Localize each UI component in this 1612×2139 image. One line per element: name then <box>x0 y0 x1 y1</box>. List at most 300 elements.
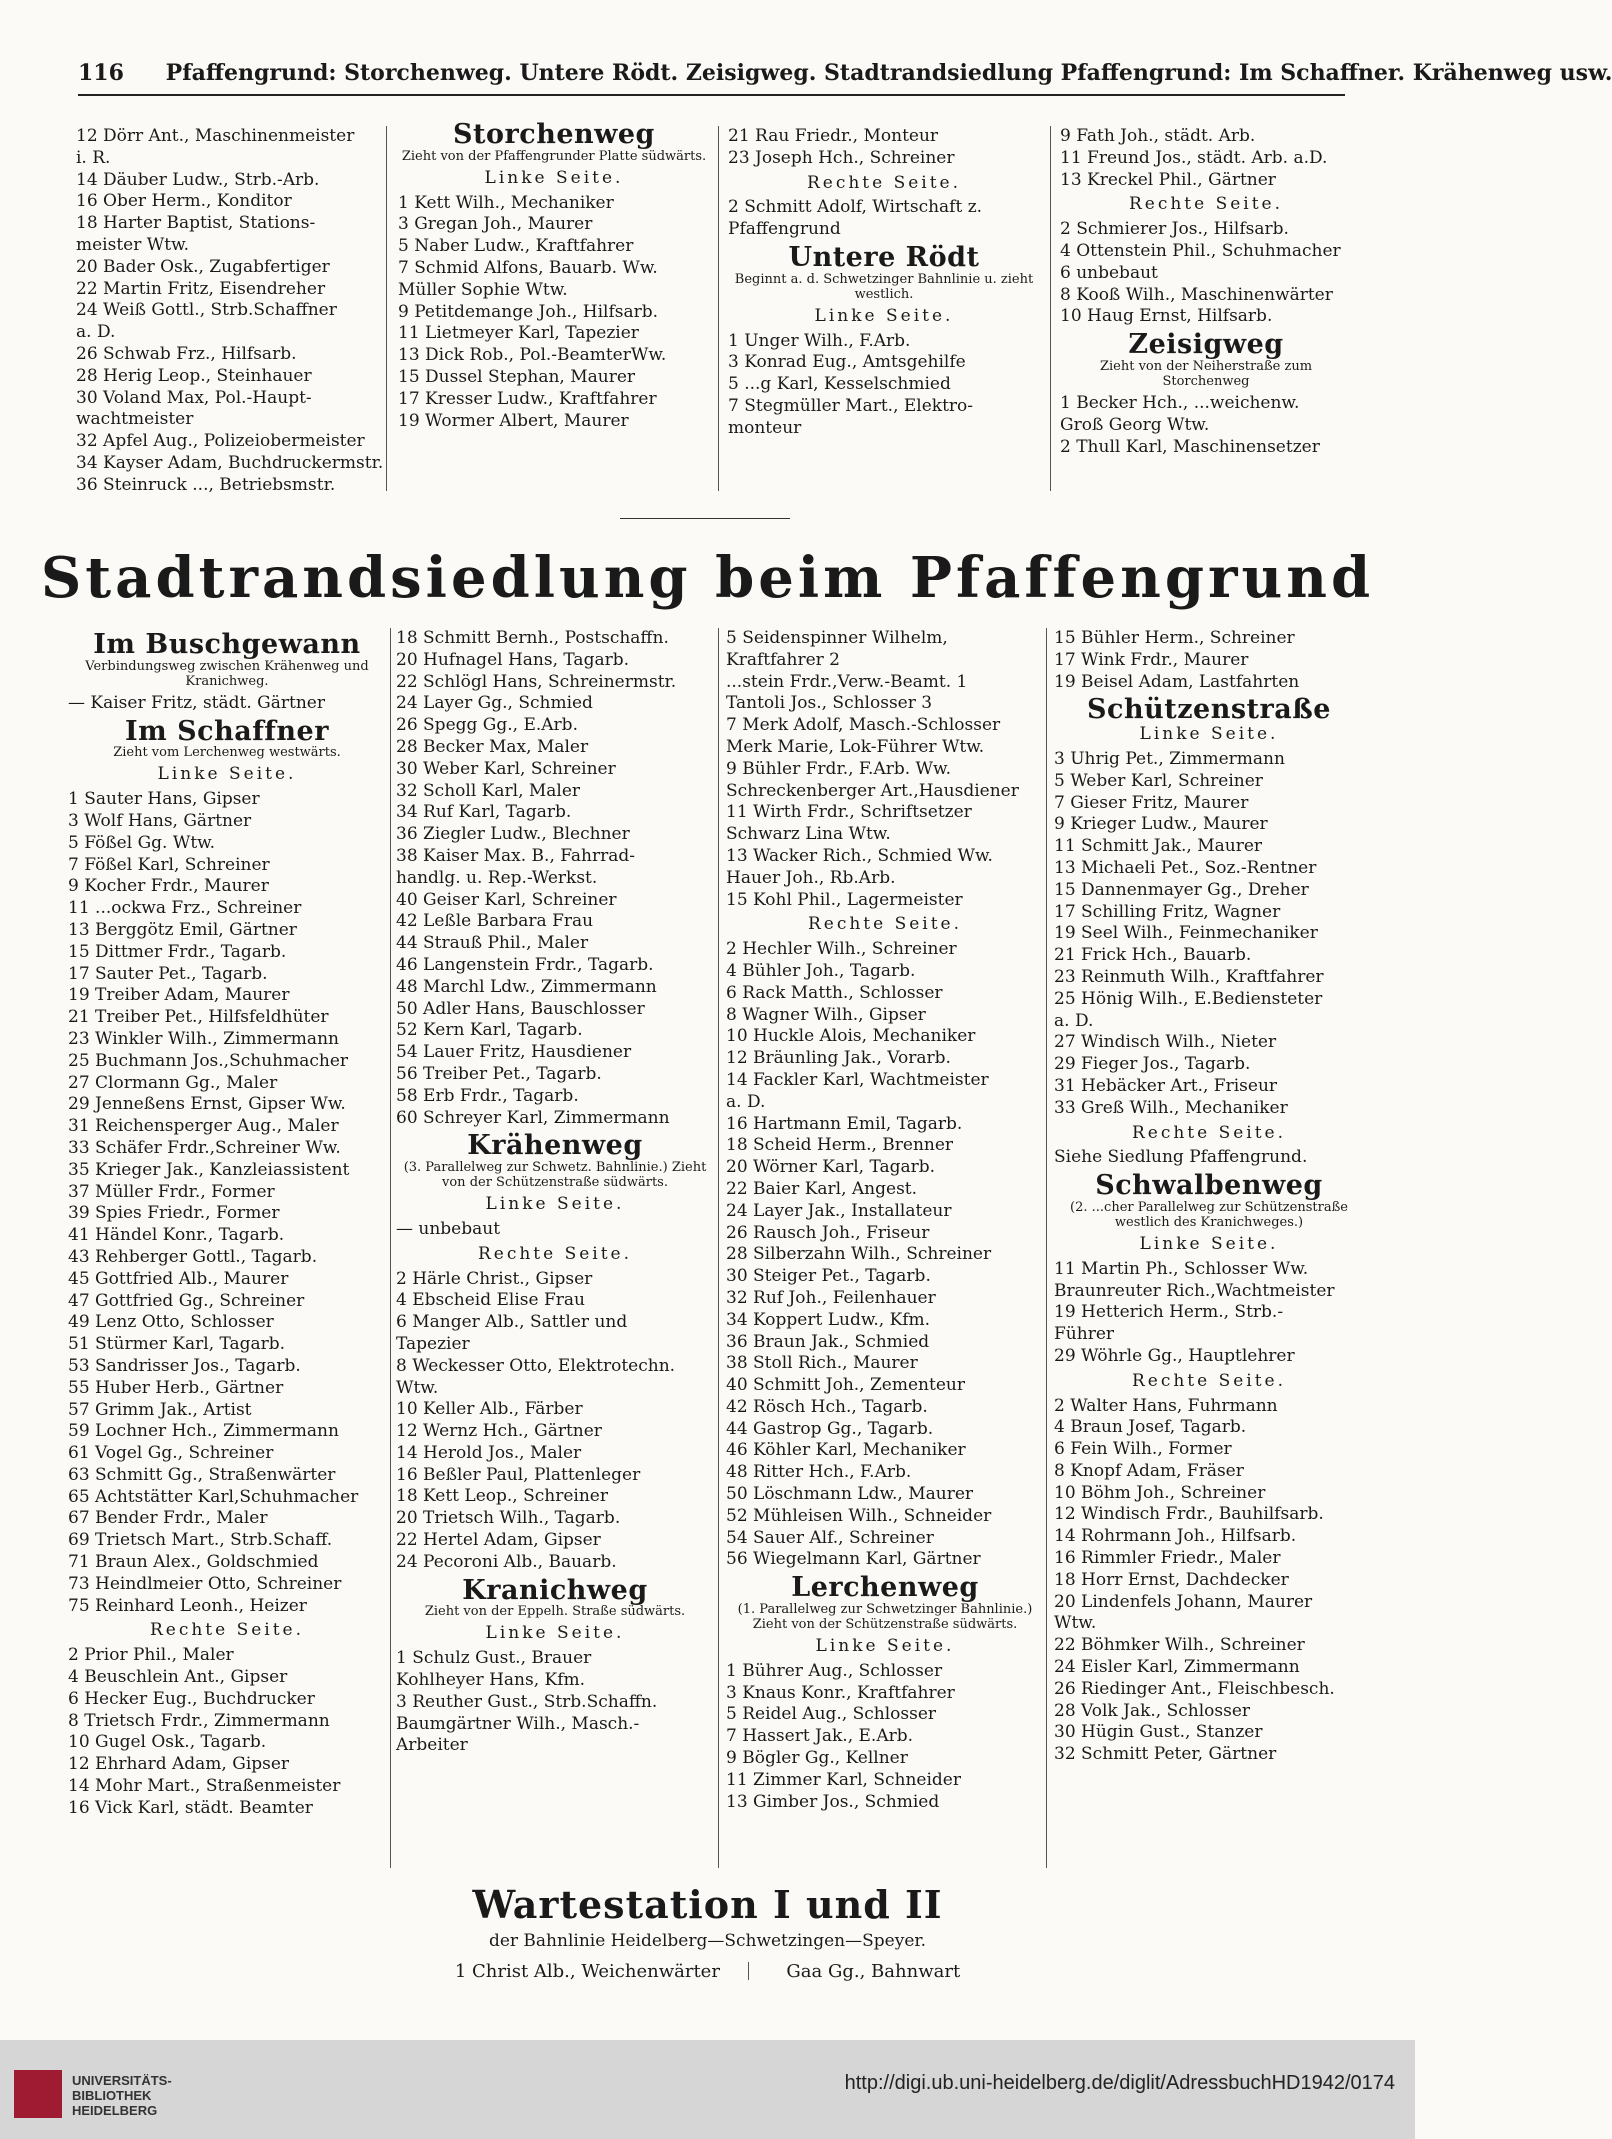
list-entry: 28 Silberzahn Wilh., Schreiner <box>726 1244 992 1265</box>
list-entry: 10 Haug Ernst, Hilfsarb. <box>1060 306 1273 327</box>
bottom-column-3 <box>726 628 1044 1813</box>
entry-list <box>68 789 386 1617</box>
list-entry: a. D. <box>1054 1010 1094 1031</box>
list-entry: 22 Schlögl Hans, Schreinermstr. <box>396 671 677 692</box>
list-entry: 67 Bender Frdr., Maler <box>68 1508 268 1529</box>
list-entry: 16 Ober Herm., Konditor <box>76 191 292 212</box>
list-entry: 5 ...g Karl, Kesselschmied <box>728 374 951 395</box>
list-entry: 27 Clormann Gg., Maler <box>68 1072 278 1093</box>
list-entry: 7 Hassert Jak., E.Arb. <box>726 1726 914 1747</box>
list-entry: Wtw. <box>396 1377 439 1398</box>
street-description: (1. Parallelweg zur Schwetzinger Bahnlinie.) Zieht von der Schützenstraße südwärts. <box>737 1602 1033 1633</box>
street-description: Zieht von der Neiherstraße zum Storchenweg <box>1099 358 1313 389</box>
list-entry: 58 Erb Frdr., Tagarb. <box>396 1085 579 1106</box>
side-label: Linke Seite. <box>484 167 624 188</box>
list-entry: 61 Vogel Gg., Schreiner <box>68 1443 274 1464</box>
list-entry: 4 Ebscheid Elise Frau <box>396 1290 585 1311</box>
top-column-4 <box>1060 126 1352 458</box>
list-entry: 3 Reuther Gust., Strb.Schaffn. <box>396 1691 658 1712</box>
side-label: Linke Seite. <box>485 1623 625 1644</box>
list-entry: 19 Seel Wilh., Feinmechaniker <box>1054 923 1318 944</box>
column-rule <box>1050 126 1051 491</box>
list-entry: 57 Grimm Jak., Artist <box>68 1399 252 1420</box>
list-entry: 52 Kern Karl, Tagarb. <box>396 1020 583 1041</box>
list-entry: 6 unbebaut <box>1060 262 1158 283</box>
list-entry: 28 Herig Leop., Steinhauer <box>76 365 312 386</box>
street-heading-storchenweg: Storchenweg <box>453 119 655 150</box>
street-heading-schwalbenweg: Schwalbenweg <box>1095 1170 1323 1202</box>
column-rule <box>718 126 719 491</box>
list-entry: 39 Spies Friedr., Former <box>68 1203 280 1224</box>
list-entry: 3 Uhrig Pet., Zimmermann <box>1054 748 1285 769</box>
list-entry: 25 Buchmann Jos.,Schuhmacher <box>68 1050 349 1071</box>
list-entry: Kohlheyer Hans, Kfm. <box>396 1670 586 1691</box>
column-rule <box>1046 628 1047 1868</box>
list-entry: Pfaffengrund <box>728 219 841 240</box>
list-entry: 18 Kett Leop., Schreiner <box>396 1486 608 1507</box>
street-description: Verbindungsweg zwischen Krähenweg und Kranichweg. <box>85 658 369 689</box>
list-entry: 22 Baier Karl, Angest. <box>726 1178 918 1199</box>
list-entry: 21 Rau Friedr., Monteur <box>728 126 939 146</box>
list-entry: 65 Achtstätter Karl,Schuhmacher <box>68 1486 359 1507</box>
entry-list <box>396 1269 714 1574</box>
list-entry: Schreckenberger Art.,Hausdiener <box>726 780 1019 801</box>
list-entry: 41 Händel Konr., Tagarb. <box>68 1225 285 1246</box>
list-entry: 1 Becker Hch., ...weichenw. <box>1060 392 1300 413</box>
list-entry: 32 Apfel Aug., Polizeiobermeister <box>76 431 365 452</box>
list-entry: 18 Scheid Herm., Brenner <box>726 1135 954 1156</box>
list-entry: 31 Hebäcker Art., Friseur <box>1054 1075 1278 1096</box>
list-entry: 60 Schreyer Karl, Zimmermann <box>396 1107 670 1128</box>
street-description: (3. Parallelweg zur Schwetz. Bahnlinie.) Zieht von der Schützenstraße südwärts. <box>403 1160 707 1191</box>
list-entry: 25 Hönig Wilh., E.Bediensteter <box>1054 988 1323 1009</box>
list-entry: 22 Hertel Adam, Gipser <box>396 1530 601 1551</box>
list-entry: 71 Braun Alex., Goldschmied <box>68 1552 319 1573</box>
list-entry: 1 Kett Wilh., Mechaniker <box>398 192 614 213</box>
list-entry: 38 Stoll Rich., Maurer <box>726 1353 918 1374</box>
list-entry: 11 Wirth Frdr., Schriftsetzer <box>726 802 972 823</box>
list-entry: 30 Voland Max, Pol.-Haupt- <box>76 387 312 408</box>
list-entry: 6 Fein Wilh., Former <box>1054 1439 1232 1460</box>
list-entry: 40 Geiser Karl, Schreiner <box>396 889 617 910</box>
bottom-column-2 <box>396 628 714 1757</box>
entry-list <box>1060 126 1352 191</box>
list-entry: 19 Wormer Albert, Maurer <box>398 410 629 431</box>
list-entry: 11 Freund Jos., städt. Arb. a.D. <box>1060 147 1328 168</box>
entry-list <box>1054 1259 1364 1368</box>
list-entry: 20 Wörner Karl, Tagarb. <box>726 1157 936 1178</box>
list-entry: 48 Marchl Ldw., Zimmermann <box>396 976 657 997</box>
list-entry: 34 Kayser Adam, Buchdruckermstr. <box>76 452 384 473</box>
side-label: Rechte Seite. <box>1128 194 1284 215</box>
list-entry: 17 Sauter Pet., Tagarb. <box>68 963 268 984</box>
entry-list <box>728 197 1040 241</box>
list-entry: 36 Ziegler Ludw., Blechner <box>396 824 630 845</box>
list-entry: Merk Marie, Lok-Führer Wtw. <box>726 736 985 757</box>
list-entry: 28 Becker Max, Maler <box>396 736 589 757</box>
list-entry: 10 Gugel Osk., Tagarb. <box>68 1732 267 1753</box>
list-entry: 42 Leßle Barbara Frau <box>396 911 594 932</box>
list-entry: 17 Wink Frdr., Maurer <box>1054 649 1249 670</box>
list-entry: 44 Strauß Phil., Maler <box>396 933 589 954</box>
list-entry: 30 Weber Karl, Schreiner <box>396 758 616 779</box>
list-entry: — unbebaut <box>396 1218 501 1239</box>
side-label: Linke Seite. <box>1139 1233 1279 1254</box>
list-entry: 11 Lietmeyer Karl, Tapezier <box>398 323 639 344</box>
list-entry: 3 Gregan Joh., Maurer <box>398 214 593 235</box>
list-entry: 13 Dick Rob., Pol.-BeamterWw. <box>398 345 667 366</box>
list-entry: 26 Schwab Frz., Hilfsarb. <box>76 343 297 364</box>
list-entry: 73 Heindlmeier Otto, Schreiner <box>68 1573 342 1594</box>
list-entry: 15 Dussel Stephan, Maurer <box>398 366 636 387</box>
list-entry: 16 Hartmann Emil, Tagarb. <box>726 1113 963 1134</box>
list-entry: 30 Hügin Gust., Stanzer <box>1054 1722 1263 1743</box>
side-label: Linke Seite. <box>157 764 297 785</box>
list-entry: 29 Wöhrle Gg., Hauptlehrer <box>1054 1345 1295 1366</box>
list-entry: 19 Treiber Adam, Maurer <box>68 985 290 1006</box>
list-entry: 24 Weiß Gottl., Strb.Schaffner <box>76 300 337 321</box>
list-entry: 27 Windisch Wilh., Nieter <box>1054 1032 1277 1053</box>
list-entry: Müller Sophie Wtw. <box>398 279 568 300</box>
list-entry: 17 Kresser Ludw., Kraftfahrer <box>398 388 657 409</box>
list-entry: 11 Martin Ph., Schlosser Ww. <box>1054 1258 1309 1279</box>
list-entry: 30 Steiger Pet., Tagarb. <box>726 1266 931 1287</box>
entry-list <box>396 1219 714 1241</box>
entry-list <box>728 126 1040 170</box>
top-column-1 <box>76 126 384 497</box>
list-entry: 8 Knopf Adam, Fräser <box>1054 1460 1244 1481</box>
page-number: 116 <box>78 60 124 86</box>
list-entry: 9 Bühler Frdr., F.Arb. Ww. <box>726 758 951 779</box>
list-entry: 10 Huckle Alois, Mechaniker <box>726 1026 976 1047</box>
list-entry: 33 Greß Wilh., Mechaniker <box>1054 1097 1288 1118</box>
list-entry: 38 Kaiser Max. B., Fahrrad- <box>396 845 636 866</box>
list-entry: Braunreuter Rich.,Wachtmeister <box>1054 1280 1335 1301</box>
street-heading-lerchenweg: Lerchenweg <box>791 1572 979 1604</box>
list-entry: 16 Rimmler Friedr., Maler <box>1054 1548 1281 1569</box>
list-entry: 11 Schmitt Jak., Maurer <box>1054 836 1263 857</box>
list-entry: 9 Krieger Ludw., Maurer <box>1054 814 1268 835</box>
list-entry: ...stein Frdr.,Verw.-Beamt. 1 <box>726 671 968 692</box>
list-entry: 53 Sandrisser Jos., Tagarb. <box>68 1355 301 1376</box>
list-entry: 13 Michaeli Pet., Soz.-Rentner <box>1054 857 1317 878</box>
list-entry: 9 Kocher Frdr., Maurer <box>68 876 269 897</box>
library-name: UNIVERSITÄTS- BIBLIOTHEK HEIDELBERG <box>72 2073 172 2118</box>
entry-list <box>726 939 1044 1571</box>
bottom-column-1 <box>68 628 386 1820</box>
list-entry: 17 Schilling Fritz, Wagner <box>1054 901 1281 922</box>
list-entry: 48 Ritter Hch., F.Arb. <box>726 1462 912 1483</box>
list-entry: 32 Ruf Joh., Feilenhauer <box>726 1287 936 1308</box>
entry-list <box>1054 628 1364 693</box>
wartestation-title: Wartestation I und II <box>472 1882 943 1927</box>
entry-list <box>1054 1147 1364 1169</box>
entry-list <box>68 693 386 715</box>
permalink-url[interactable]: http://digi.ub.uni-heidelberg.de/diglit/AdressbuchHD1942/0174 <box>844 2072 1395 2094</box>
list-entry: 24 Layer Jak., Installateur <box>726 1200 952 1221</box>
list-entry: 56 Wiegelmann Karl, Gärtner <box>726 1549 981 1570</box>
list-entry: 5 Weber Karl, Schreiner <box>1054 770 1263 791</box>
list-entry: 9 Bögler Gg., Kellner <box>726 1748 908 1769</box>
entry-list <box>1054 749 1364 1120</box>
list-entry: 13 Berggötz Emil, Gärtner <box>68 919 297 940</box>
list-entry: a. D. <box>76 322 116 343</box>
list-entry: 14 Fackler Karl, Wachtmeister <box>726 1069 989 1090</box>
list-entry: 23 Joseph Hch., Schreiner <box>728 147 955 168</box>
list-entry: 44 Gastrop Gg., Tagarb. <box>726 1418 934 1439</box>
list-entry: 8 Weckesser Otto, Elektrotechn. <box>396 1355 676 1376</box>
list-entry: 35 Krieger Jak., Kanzleiassistent <box>68 1159 350 1180</box>
list-entry: 40 Schmitt Joh., Zementeur <box>726 1375 965 1396</box>
list-entry: 34 Koppert Ludw., Kfm. <box>726 1309 931 1330</box>
side-label: Linke Seite. <box>815 1636 955 1657</box>
list-entry: 12 Bräunling Jak., Vorarb. <box>726 1048 951 1069</box>
street-heading-im-schaffner: Im Schaffner <box>125 715 329 747</box>
list-entry: 12 Windisch Frdr., Bauhilfsarb. <box>1054 1504 1324 1525</box>
list-entry: 23 Winkler Wilh., Zimmermann <box>68 1028 339 1049</box>
list-entry: Baumgärtner Wilh., Masch.- <box>396 1713 640 1734</box>
list-entry: 3 Knaus Konr., Kraftfahrer <box>726 1682 955 1703</box>
list-entry: 7 Merk Adolf, Masch.-Schlosser <box>726 715 1001 736</box>
list-entry: 10 Keller Alb., Färber <box>396 1399 583 1420</box>
street-description: Zieht vom Lerchenweg westwärts. <box>113 745 341 761</box>
entry-list <box>398 193 710 433</box>
entry-list <box>396 628 714 1129</box>
column-rule <box>386 126 387 491</box>
list-entry: 26 Spegg Gg., E.Arb. <box>396 715 578 736</box>
list-entry: 21 Frick Hch., Bauarb. <box>1054 945 1252 966</box>
list-entry: 5 Reidel Aug., Schlosser <box>726 1704 937 1725</box>
list-entry: 13 Gimber Jos., Schmied <box>726 1791 940 1812</box>
side-label: Rechte Seite. <box>1131 1370 1287 1391</box>
list-entry: 43 Rehberger Gottl., Tagarb. <box>68 1246 318 1267</box>
entry-list <box>728 331 1040 440</box>
header-title: Pfaffengrund: Storchenweg. Untere Rödt. Zeisigweg. Stadtrandsiedlung Pfaffengrund: Im Schaffner. Krähenweg usw. <box>165 60 1612 86</box>
list-entry: 11 ...ockwa Frz., Schreiner <box>68 898 302 919</box>
list-entry: Siehe Siedlung Pfaffengrund. <box>1054 1147 1308 1168</box>
list-entry: meister Wtw. <box>76 234 190 255</box>
list-entry: 14 Mohr Mart., Straßenmeister <box>68 1776 341 1797</box>
list-entry: Schwarz Lina Wtw. <box>726 824 891 845</box>
street-description: (2. ...cher Parallelweg zur Schützenstraße westlich des Kranichweges.) <box>1070 1199 1348 1230</box>
list-entry: 4 Braun Josef, Tagarb. <box>1054 1417 1247 1438</box>
list-entry: 14 Däuber Ludw., Strb.-Arb. <box>76 169 320 190</box>
street-heading-zeisigweg: Zeisigweg <box>1128 329 1284 361</box>
side-label: Rechte Seite. <box>807 914 963 935</box>
list-entry: 22 Martin Fritz, Eisendreher <box>76 278 326 299</box>
street-description: Zieht von der Eppelh. Straße südwärts. <box>424 1604 686 1620</box>
section-separator <box>620 518 790 519</box>
list-entry: 54 Lauer Fritz, Hausdiener <box>396 1042 632 1063</box>
top-column-2 <box>398 118 710 432</box>
list-entry: 47 Gottfried Gg., Schreiner <box>68 1290 305 1311</box>
list-entry: 20 Hufnagel Hans, Tagarb. <box>396 649 629 670</box>
list-entry: 36 Steinruck ..., Betriebsmstr. <box>76 474 336 495</box>
list-entry: 52 Mühleisen Wilh., Schneider <box>726 1505 992 1526</box>
list-entry: 46 Köhler Karl, Mechaniker <box>726 1440 966 1461</box>
list-entry: 29 Jenneßens Ernst, Gipser Ww. <box>68 1094 346 1115</box>
list-entry: 1 Christ Alb., Weichenwärter <box>454 1961 720 1982</box>
list-entry: 15 Dannenmayer Gg., Dreher <box>1054 879 1309 900</box>
list-entry: 1 Sauter Hans, Gipser <box>68 789 260 810</box>
list-entry: 32 Schmitt Peter, Gärtner <box>1054 1744 1277 1765</box>
list-entry: a. D. <box>726 1091 766 1112</box>
list-entry: 69 Trietsch Mart., Strb.Schaff. <box>68 1530 333 1551</box>
list-entry: handlg. u. Rep.-Werkst. <box>396 867 598 888</box>
wartestation-subtitle: der Bahnlinie Heidelberg—Schwetzingen—Speyer. <box>488 1931 927 1951</box>
list-entry: 8 Kooß Wilh., Maschinenwärter <box>1060 284 1333 305</box>
list-entry: 15 Kohl Phil., Lagermeister <box>726 889 963 910</box>
list-entry: 19 Hetterich Herm., Strb.- <box>1054 1302 1284 1323</box>
list-entry: 50 Löschmann Ldw., Maurer <box>726 1484 974 1505</box>
list-entry: 19 Beisel Adam, Lastfahrten <box>1054 671 1300 692</box>
list-entry: 33 Schäfer Frdr.,Schreiner Ww. <box>68 1137 341 1158</box>
wartestation-entries <box>0 1961 1415 1982</box>
column-rule <box>718 628 719 1868</box>
street-description: Beginnt a. d. Schwetzinger Bahnlinie u. zieht westlich. <box>734 271 1034 302</box>
list-entry: 32 Scholl Karl, Maler <box>396 780 581 801</box>
list-entry: 2 Hechler Wilh., Schreiner <box>726 939 957 960</box>
list-entry: 20 Trietsch Wilh., Tagarb. <box>396 1508 621 1529</box>
list-entry: 7 Stegmüller Mart., Elektro- <box>728 395 974 416</box>
list-entry: 24 Pecoroni Alb., Bauarb. <box>396 1551 617 1572</box>
side-label: Rechte Seite. <box>149 1620 305 1641</box>
top-column-3 <box>728 126 1040 440</box>
list-entry: 6 Hecker Eug., Buchdrucker <box>68 1688 315 1709</box>
list-entry: Arbeiter <box>396 1735 468 1756</box>
list-entry: 10 Böhm Joh., Schreiner <box>1054 1482 1266 1503</box>
list-entry: 7 Fößel Karl, Schreiner <box>68 854 270 875</box>
viewer-footer <box>0 2040 1415 2139</box>
entry-list <box>68 1645 386 1819</box>
list-entry: 1 Bührer Aug., Schlosser <box>726 1660 943 1681</box>
page-header <box>78 60 1612 96</box>
list-entry: 20 Lindenfels Johann, Maurer <box>1054 1591 1313 1612</box>
column-rule <box>390 628 391 1868</box>
list-entry: 22 Böhmker Wilh., Schreiner <box>1054 1635 1305 1656</box>
list-entry: 29 Fieger Jos., Tagarb. <box>1054 1054 1251 1075</box>
list-entry: 6 Rack Matth., Schlosser <box>726 982 943 1003</box>
list-entry: Führer <box>1054 1324 1115 1345</box>
list-entry: 9 Fath Joh., städt. Arb. <box>1060 126 1256 146</box>
list-entry: 6 Manger Alb., Sattler und <box>396 1312 628 1333</box>
wartestation-section <box>0 1882 1415 1982</box>
list-entry: 49 Lenz Otto, Schlosser <box>68 1312 274 1333</box>
entry-list <box>1054 1396 1364 1767</box>
list-entry: 75 Reinhard Leonh., Heizer <box>68 1595 307 1616</box>
list-entry: 1 Schulz Gust., Brauer <box>396 1648 592 1669</box>
list-entry: 1 Unger Wilh., F.Arb. <box>728 330 911 351</box>
list-entry: 56 Treiber Pet., Tagarb. <box>396 1063 602 1084</box>
list-entry: 18 Harter Baptist, Stations- <box>76 213 316 234</box>
university-logo-icon <box>14 2070 62 2118</box>
main-section-title: Stadtrandsiedlung beim Pfaffengrund <box>40 545 1375 611</box>
street-heading-untere-roedt: Untere Rödt <box>788 241 980 273</box>
list-entry: 63 Schmitt Gg., Straßenwärter <box>68 1464 336 1485</box>
list-entry: 51 Stürmer Karl, Tagarb. <box>68 1334 286 1355</box>
list-entry: 46 Langenstein Frdr., Tagarb. <box>396 954 654 975</box>
list-entry: 15 Dittmer Frdr., Tagarb. <box>68 941 287 962</box>
street-heading-schuetzenstrasse: Schützenstraße <box>1087 694 1331 726</box>
list-entry: 5 Seidenspinner Wilhelm, <box>726 628 948 648</box>
list-entry: 24 Eisler Karl, Zimmermann <box>1054 1657 1300 1678</box>
list-entry: 21 Treiber Pet., Hilfsfeldhüter <box>68 1007 329 1028</box>
list-entry: 12 Ehrhard Adam, Gipser <box>68 1754 290 1775</box>
list-entry: 34 Ruf Karl, Tagarb. <box>396 802 572 823</box>
street-heading-im-buschgewann: Im Buschgewann <box>93 629 361 660</box>
list-entry: 14 Herold Jos., Maler <box>396 1442 582 1463</box>
list-entry: 3 Wolf Hans, Gärtner <box>68 810 252 831</box>
entry-list <box>396 1648 714 1757</box>
list-entry: 7 Schmid Alfons, Bauarb. Ww. <box>398 257 658 278</box>
list-entry: 12 Dörr Ant., Maschinenmeister <box>76 126 355 146</box>
list-entry: 9 Petitdemange Joh., Hilfsarb. <box>398 301 659 322</box>
list-entry: 11 Zimmer Karl, Schneider <box>726 1769 961 1790</box>
list-entry: 3 Konrad Eug., Amtsgehilfe <box>728 352 966 373</box>
bottom-column-4 <box>1054 628 1364 1766</box>
list-entry: monteur <box>728 417 802 438</box>
list-entry: 2 Schmitt Adolf, Wirtschaft z. <box>728 197 983 218</box>
list-entry: Tantoli Jos., Schlosser 3 <box>726 693 933 714</box>
entry-list <box>1060 393 1352 458</box>
list-entry: 16 Beßler Paul, Plattenleger <box>396 1464 641 1485</box>
column-rule <box>748 1962 769 1980</box>
list-entry: 13 Kreckel Phil., Gärtner <box>1060 169 1276 190</box>
list-entry: 16 Vick Karl, städt. Beamter <box>68 1797 313 1818</box>
list-entry: 18 Schmitt Bernh., Postschaffn. <box>396 628 669 648</box>
list-entry: — Kaiser Fritz, städt. Gärtner <box>68 692 325 713</box>
list-entry: 7 Gieser Fritz, Maurer <box>1054 792 1249 813</box>
entry-list <box>726 628 1044 911</box>
list-entry: 14 Rohrmann Joh., Hilfsarb. <box>1054 1526 1297 1547</box>
list-entry: 8 Trietsch Frdr., Zimmermann <box>68 1710 330 1731</box>
side-label: Rechte Seite. <box>806 172 962 193</box>
list-entry: 42 Rösch Hch., Tagarb. <box>726 1396 928 1417</box>
list-entry: 4 Beuschlein Ant., Gipser <box>68 1667 288 1688</box>
list-entry: Groß Georg Wtw. <box>1060 414 1210 435</box>
list-entry: 8 Wagner Wilh., Gipser <box>726 1004 926 1025</box>
list-entry: 2 Thull Karl, Maschinensetzer <box>1060 436 1320 457</box>
list-entry: 55 Huber Herb., Gärtner <box>68 1377 284 1398</box>
side-label: Linke Seite. <box>814 305 954 326</box>
list-entry: 36 Braun Jak., Schmied <box>726 1331 930 1352</box>
list-entry: 12 Wernz Hch., Gärtner <box>396 1421 602 1442</box>
street-description: Zieht von der Pfaffengrunder Platte südwärts. <box>401 148 707 164</box>
list-entry: 5 Naber Ludw., Kraftfahrer <box>398 236 634 257</box>
list-entry: 4 Ottenstein Phil., Schuhmacher <box>1060 240 1341 261</box>
list-entry: 28 Volk Jak., Schlosser <box>1054 1700 1251 1721</box>
list-entry: Kraftfahrer 2 <box>726 649 840 670</box>
side-label: Linke Seite. <box>485 1194 625 1215</box>
list-entry: 2 Prior Phil., Maler <box>68 1645 234 1666</box>
list-entry: wachtmeister <box>76 409 194 430</box>
street-heading-kranichweg: Kranichweg <box>462 1574 648 1606</box>
list-entry: 26 Riedinger Ant., Fleischbesch. <box>1054 1678 1335 1699</box>
list-entry: 54 Sauer Alf., Schreiner <box>726 1527 934 1548</box>
list-entry: 26 Rausch Joh., Friseur <box>726 1222 930 1243</box>
list-entry: 13 Wacker Rich., Schmied Ww. <box>726 845 993 866</box>
side-label: Rechte Seite. <box>477 1243 633 1264</box>
entry-list <box>726 1661 1044 1814</box>
street-heading-kraehenweg: Krähenweg <box>467 1130 643 1162</box>
list-entry: 15 Bühler Herm., Schreiner <box>1054 628 1295 648</box>
entry-list <box>76 126 384 497</box>
side-label: Rechte Seite. <box>1131 1122 1287 1143</box>
list-entry: 24 Layer Gg., Schmied <box>396 693 593 714</box>
list-entry: Tapezier <box>396 1333 470 1354</box>
list-entry: 4 Bühler Joh., Tagarb. <box>726 960 916 981</box>
list-entry: 2 Schmierer Jos., Hilfsarb. <box>1060 219 1289 240</box>
